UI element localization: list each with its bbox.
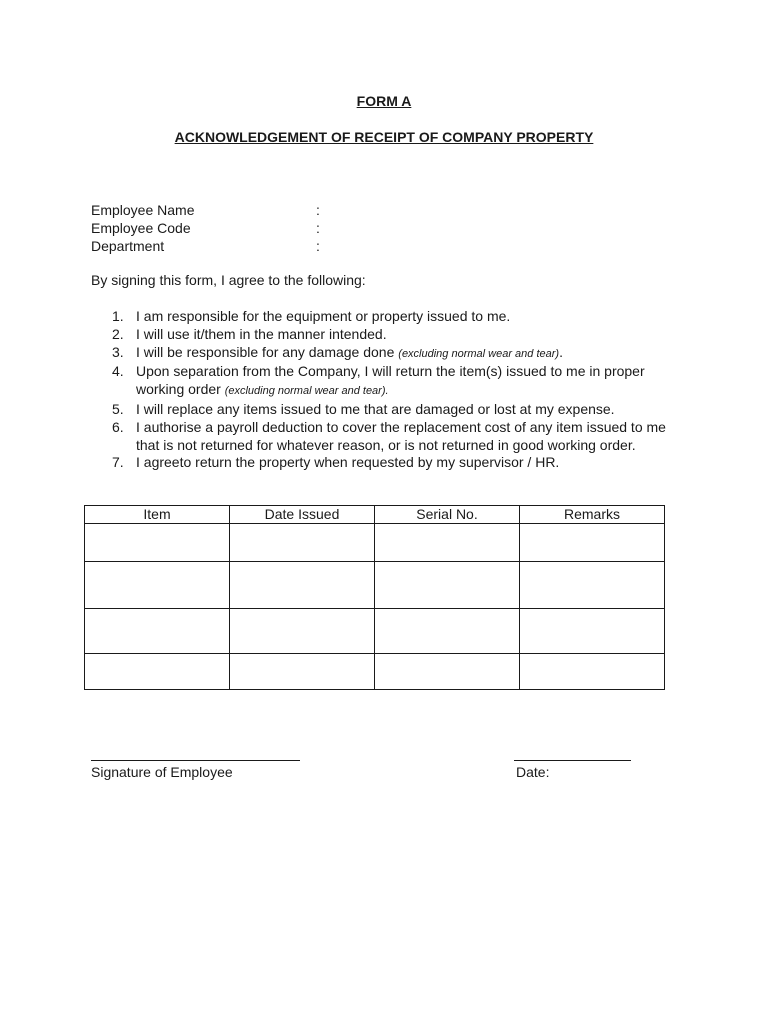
table-cell[interactable]: [520, 609, 665, 654]
term-item: [91, 344, 691, 364]
term-text: I will replace any items issued to me that are damaged or lost at my expense.: [136, 400, 615, 417]
term-text: I will use it/them in the manner intended.: [136, 325, 387, 342]
term-item: [91, 326, 691, 344]
property-table: [84, 505, 665, 690]
term-text: I am responsible for the equipment or property issued to me.: [136, 308, 511, 324]
term-number: 1.: [112, 308, 124, 324]
table-cell[interactable]: [520, 654, 665, 690]
table-cell[interactable]: [85, 654, 230, 690]
table-cell[interactable]: [375, 562, 520, 609]
department-colon: :: [316, 238, 320, 254]
table-cell[interactable]: [85, 524, 230, 562]
table-cell[interactable]: [520, 524, 665, 562]
table-cell[interactable]: [375, 524, 520, 562]
date-label: Date:: [516, 764, 550, 780]
column-header-item: Item: [85, 506, 230, 524]
date-signature-line[interactable]: [514, 748, 631, 761]
table-row: [85, 524, 665, 562]
term-punctuation: .: [559, 343, 563, 360]
employee-name-colon: :: [316, 202, 320, 218]
term-item: [91, 401, 691, 419]
table-cell[interactable]: [375, 654, 520, 690]
table-cell[interactable]: [85, 562, 230, 609]
employee-name-label: Employee Name: [91, 202, 195, 218]
table-cell[interactable]: [520, 562, 665, 609]
table-row: [85, 562, 665, 609]
term-text: Upon separation from the Company, I will return the item(s) issued to me in proper working order: [136, 363, 645, 398]
employee-signature-line[interactable]: [91, 748, 300, 761]
employee-signature-label: Signature of Employee: [91, 764, 233, 780]
term-item: [91, 454, 691, 472]
table-cell[interactable]: [375, 609, 520, 654]
term-number: 7.: [112, 454, 124, 471]
form-subtitle: ACKNOWLEDGEMENT OF RECEIPT OF COMPANY PROPERTY: [174, 129, 594, 145]
term-number: 3.: [112, 343, 124, 360]
terms-list: [91, 308, 691, 472]
table-cell[interactable]: [230, 654, 375, 690]
employee-code-colon: :: [316, 220, 320, 236]
table-cell[interactable]: [230, 609, 375, 654]
form-title: FORM A: [356, 93, 412, 109]
employee-code-label: Employee Code: [91, 220, 191, 236]
term-number: 2.: [112, 325, 124, 342]
agreement-intro: By signing this form, I agree to the following:: [91, 272, 366, 288]
term-number: 4.: [112, 363, 124, 380]
term-note: (excluding normal wear and tear): [398, 347, 560, 360]
term-text: I authorise a payroll deduction to cover the replacement cost of any item issued to me that is not returned for whatever reason, or is not returned in good working order.: [136, 418, 666, 453]
department-label: Department: [91, 238, 165, 254]
table-cell[interactable]: [230, 562, 375, 609]
term-number: 5.: [112, 400, 124, 417]
column-header-remarks: Remarks: [520, 506, 665, 524]
term-item: [91, 363, 691, 401]
table-cell[interactable]: [230, 524, 375, 562]
term-number: 6.: [112, 418, 124, 435]
term-item: [91, 308, 691, 326]
term-text: I will be responsible for any damage done: [136, 343, 399, 360]
table-header-row: [85, 506, 665, 524]
column-header-serial-no: Serial No.: [375, 506, 520, 524]
term-text: I agreeto return the property when requested by my supervisor / HR.: [136, 454, 560, 471]
table-row: [85, 654, 665, 690]
column-header-date-issued: Date Issued: [230, 506, 375, 524]
table-cell[interactable]: [85, 609, 230, 654]
term-note: (excluding normal wear and tear).: [224, 385, 389, 398]
term-item: [91, 419, 691, 455]
table-row: [85, 609, 665, 654]
